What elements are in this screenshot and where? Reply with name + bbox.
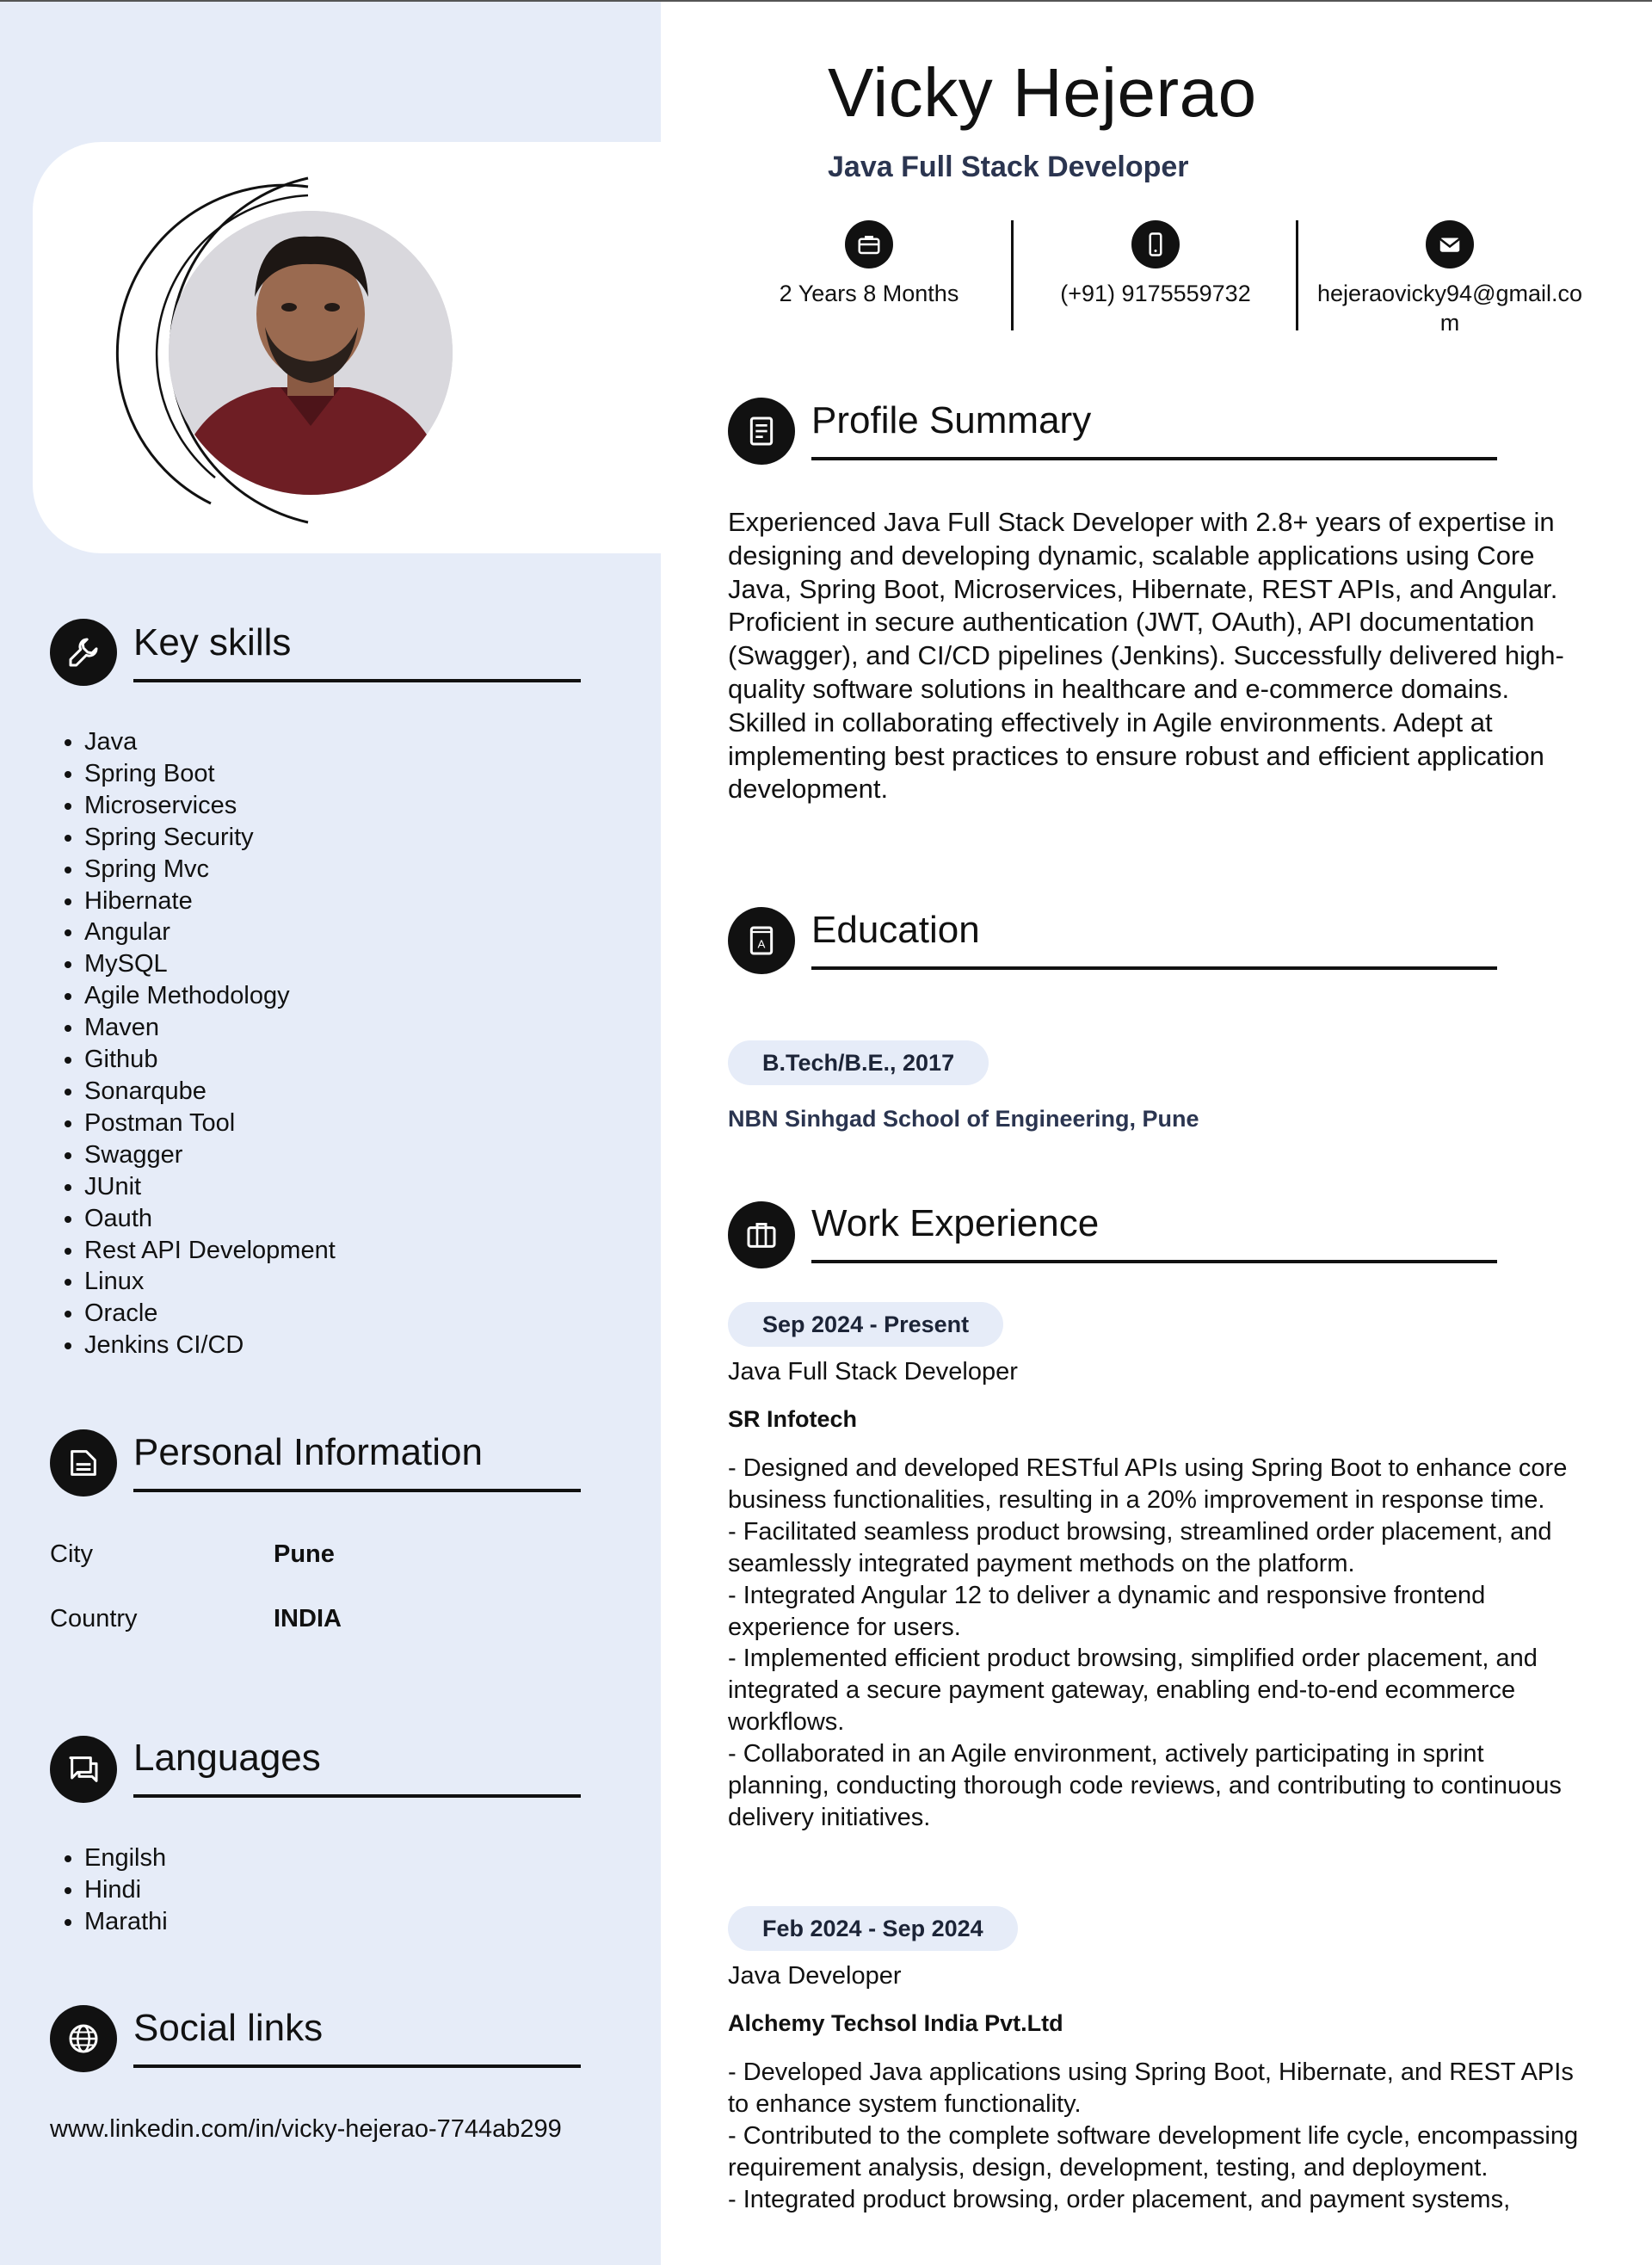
skill-item: • Agile Methodology	[84, 980, 336, 1012]
skill-item: • Postman Tool	[84, 1108, 336, 1139]
skill-item: • Spring Mvc	[84, 854, 336, 886]
wrench-icon	[50, 619, 117, 686]
education-institution: NBN Sinhgad School of Engineering, Pune	[728, 1106, 1199, 1132]
email-icon	[1426, 220, 1474, 268]
contact-phone: (+91) 9175559732	[1014, 220, 1298, 308]
section-title-key-skills: Key skills	[133, 621, 292, 663]
section-title-personal-info: Personal Information	[133, 1431, 483, 1473]
book-icon	[728, 907, 795, 974]
country-label: Country	[50, 1605, 138, 1632]
skill-item: • Spring Boot	[84, 758, 336, 790]
job-point: - Developed Java applications using Spring Boot, Hibernate, and REST APIs to enhance system functionality.	[728, 2058, 1574, 2118]
contact-email[interactable]: hejeraovicky94@gmail.com	[1308, 220, 1592, 337]
language-item: • Marathi	[84, 1906, 168, 1938]
skill-item: • Rest API Development	[84, 1235, 336, 1267]
languages-list	[50, 1842, 168, 1938]
linkedin-link[interactable]: www.linkedin.com/in/vicky-hejerao-7744ab299	[50, 2115, 562, 2143]
job-point: - Integrated product browsing, order placement, and payment systems,	[728, 2185, 1511, 2213]
job-company: Alchemy Techsol India Pvt.Ltd	[728, 2010, 1063, 2036]
briefcase-icon	[845, 220, 893, 268]
skill-item: • Jenkins CI/CD	[84, 1330, 336, 1361]
country-value: INDIA	[274, 1605, 342, 1632]
skill-item: • Swagger	[84, 1139, 336, 1171]
section-title-profile-summary: Profile Summary	[811, 399, 1092, 441]
job-point: - Implemented efficient product browsing, simplified order placement, and integrated a secure payment gateway, enabling end-to-end ecommerce workflows.	[728, 1645, 1538, 1737]
language-item: • Hindi	[84, 1874, 168, 1906]
skill-item: • Angular	[84, 916, 336, 948]
skill-item: • Sonarqube	[84, 1076, 336, 1108]
skill-item: • Linux	[84, 1266, 336, 1298]
skill-item: • Hibernate	[84, 886, 336, 917]
job-point: - Contributed to the complete software development life cycle, encompassing requirement analysis, design, development, testing, and deployment.	[728, 2121, 1579, 2182]
profile-summary-text: Experienced Java Full Stack Developer with 2.8+ years of expertise in designing and developing dynamic, scalable applications using Core Java, Spring Boot, Microservices, Hibernate, REST APIs, and Angular. Proficient in secure authentication (JWT, OAuth), API documentation (Swagger), and CI/CD pipelines (Jenkins). Successfully delivered high-quality software solutions in healthcare and e-commerce domains. Skilled in collaborating effectively in Agile environments. Adept at implementing best practices to ensure robust and efficient application development.	[728, 507, 1564, 805]
job-description	[728, 2057, 1588, 2216]
avatar	[169, 211, 453, 495]
skill-item: • Maven	[84, 1012, 336, 1044]
section-rule	[133, 1489, 581, 1492]
section-rule	[811, 457, 1497, 460]
skill-item: • Oracle	[84, 1298, 336, 1330]
section-rule	[133, 2064, 581, 2068]
skill-item: • Java	[84, 726, 336, 758]
job-title: Java Full Stack Developer	[728, 1358, 1018, 1386]
job-company: SR Infotech	[728, 1406, 858, 1432]
job-period-badge: Feb 2024 - Sep 2024	[728, 1906, 1018, 1951]
skill-item: • MySQL	[84, 948, 336, 980]
section-title-work-experience: Work Experience	[811, 1202, 1100, 1244]
phone-icon	[1131, 220, 1180, 268]
job-point: - Integrated Angular 12 to deliver a dynamic and responsive frontend experience for users.	[728, 1581, 1486, 1641]
candidate-role: Java Full Stack Developer	[828, 151, 1189, 183]
skill-item: • JUnit	[84, 1171, 336, 1203]
city-label: City	[50, 1540, 93, 1568]
language-item: • Engilsh	[84, 1842, 168, 1874]
section-rule	[811, 1260, 1497, 1263]
chat-icon	[50, 1736, 117, 1803]
globe-icon	[50, 2005, 117, 2072]
section-rule	[811, 966, 1497, 970]
candidate-name: Vicky Hejerao	[828, 54, 1257, 131]
section-rule	[133, 679, 581, 682]
job-point: - Collaborated in an Agile environment, actively participating in sprint planning, conducting thorough code reviews, and contributing to continuous delivery initiatives.	[728, 1740, 1562, 1831]
skill-item: • Github	[84, 1044, 336, 1076]
job-title: Java Developer	[728, 1962, 902, 1990]
document-icon	[728, 398, 795, 465]
svg-text:A: A	[757, 937, 766, 951]
section-title-education: Education	[811, 909, 980, 951]
job-point: - Designed and developed RESTful APIs using Spring Boot to enhance core business functionalities, resulting in a 20% improvement in response time.	[728, 1454, 1568, 1514]
skill-item: • Microservices	[84, 790, 336, 822]
job-point: - Facilitated seamless product browsing, streamlined order placement, and seamlessly integrated payment methods on the platform.	[728, 1517, 1552, 1577]
job-period-badge: Sep 2024 - Present	[728, 1302, 1003, 1347]
contact-experience: 2 Years 8 Months	[727, 220, 1011, 308]
section-rule	[133, 1794, 581, 1798]
section-title-social-links: Social links	[133, 2007, 324, 2049]
skill-item: • Oauth	[84, 1203, 336, 1235]
briefcase-icon	[728, 1201, 795, 1268]
education-degree-badge: B.Tech/B.E., 2017	[728, 1040, 989, 1085]
skill-item: • Spring Security	[84, 822, 336, 854]
skills-list	[50, 726, 336, 1361]
job-description	[728, 1453, 1588, 1834]
id-card-icon	[50, 1429, 117, 1497]
city-value: Pune	[274, 1540, 335, 1568]
contact-divider	[1296, 220, 1298, 330]
section-title-languages: Languages	[133, 1737, 321, 1779]
